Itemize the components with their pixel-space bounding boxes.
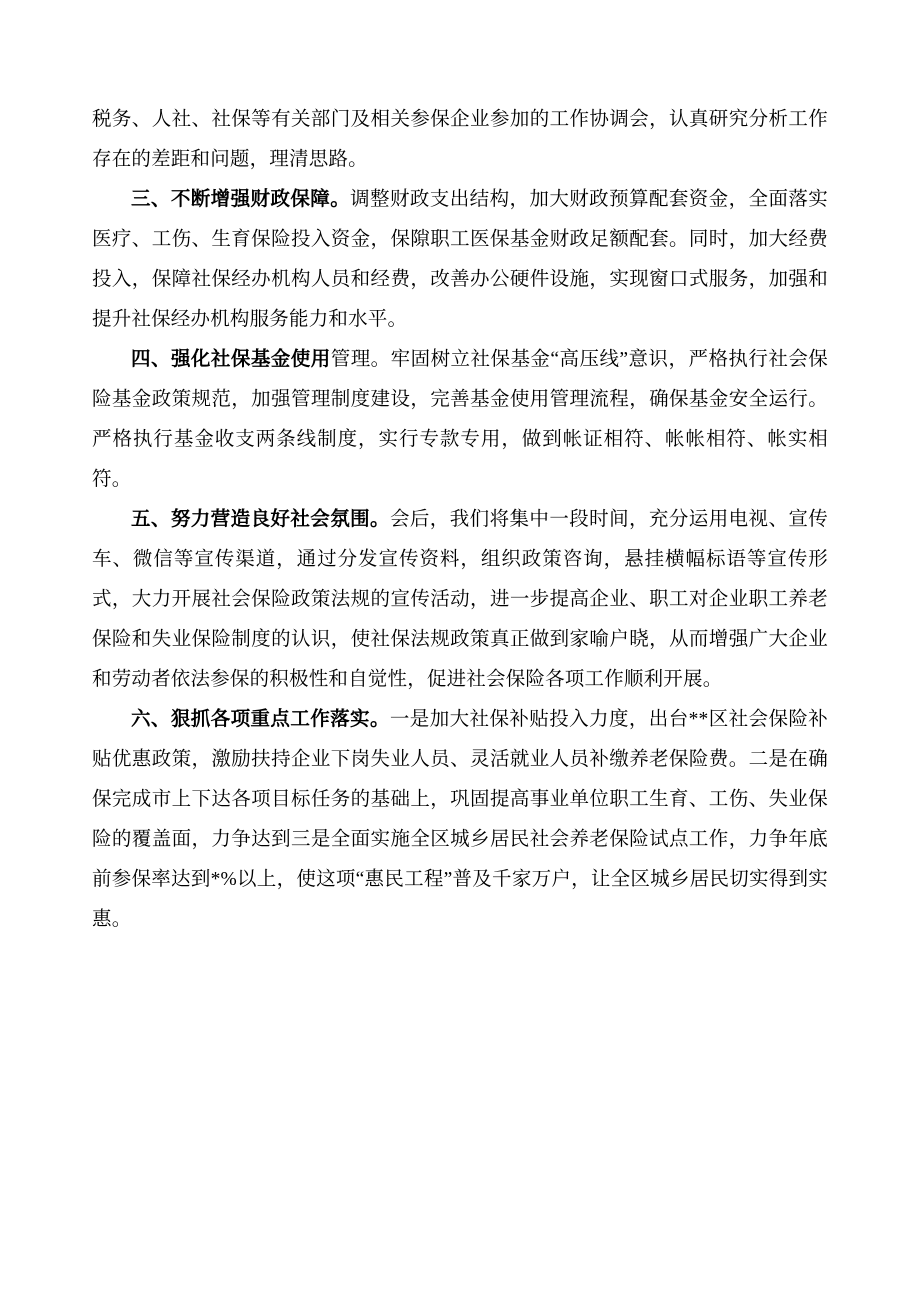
paragraph-continuation <box>92 100 828 180</box>
paragraph-text: 调整财政支出结构，加大财政预算配套资金，全面落实医疗、工伤、生育保险投入资金，保隙职工医保基金财政足额配套。同时，加大经费投入，保障社保经办机构人员和经费，改善办公硬件设施，实现窗口式服务，加强和提升社保经办机构服务能力和水平。 <box>92 189 828 330</box>
section-heading-six: 六、狠抓各项重点工作落实。 <box>131 709 390 730</box>
section-heading-five: 五、努力营造良好社会氛围。 <box>131 509 390 530</box>
paragraph-section-five <box>92 500 828 700</box>
section-heading-three: 三、不断增强财政保障。 <box>131 189 351 210</box>
paragraph-text: 管理。牢固树立社保基金“高压线”意识，严格执行社会保险基金政策规范，加强管理制度建设，完善基金使用管理流程，确保基金安全运行。严格执行基金收支两条线制度，实行专款专用，做到帐证相符、帐帐相符、帐实相符。 <box>92 349 828 490</box>
paragraph-text: 税务、人社、社保等有关部门及相关参保企业参加的工作协调会，认真研究分析工作存在的差距和问题，理清思路。 <box>92 109 828 170</box>
paragraph-text: 一是加大社保补贴投入力度，出台**区社会保险补贴优惠政策，激励扶持企业下岗失业人员、灵活就业人员补缴养老保险费。二是在确保完成市上下达各项目标任务的基础上，巩固提高事业单位职工生育、工伤、失业保险的覆盖面，力争达到三是全面实施全区城乡居民社会养老保险试点工作，力争年底前参保率达到*%以上，使这项“惠民工程”普及千家万户，让全区城乡居民切实得到实惠。 <box>92 709 828 930</box>
paragraph-text: 会后，我们将集中一段时间，充分运用电视、宣传车、微信等宣传渠道，通过分发宣传资料，组织政策咨询，悬挂横幅标语等宣传形式，大力开展社会保险政策法规的宣传活动，进一步提高企业、职工对企业职工养老保险和失业保险制度的认识，使社保法规政策真正做到家喻户晓，从而增强广大企业和劳动者依法参保的积极性和自觉性，促进社会保险各项工作顺利开展。 <box>92 509 828 690</box>
paragraph-section-four <box>92 340 828 500</box>
paragraph-section-three <box>92 180 828 340</box>
document-body <box>92 100 828 940</box>
section-heading-four: 四、强化社保基金使用 <box>131 349 331 370</box>
paragraph-section-six <box>92 700 828 940</box>
